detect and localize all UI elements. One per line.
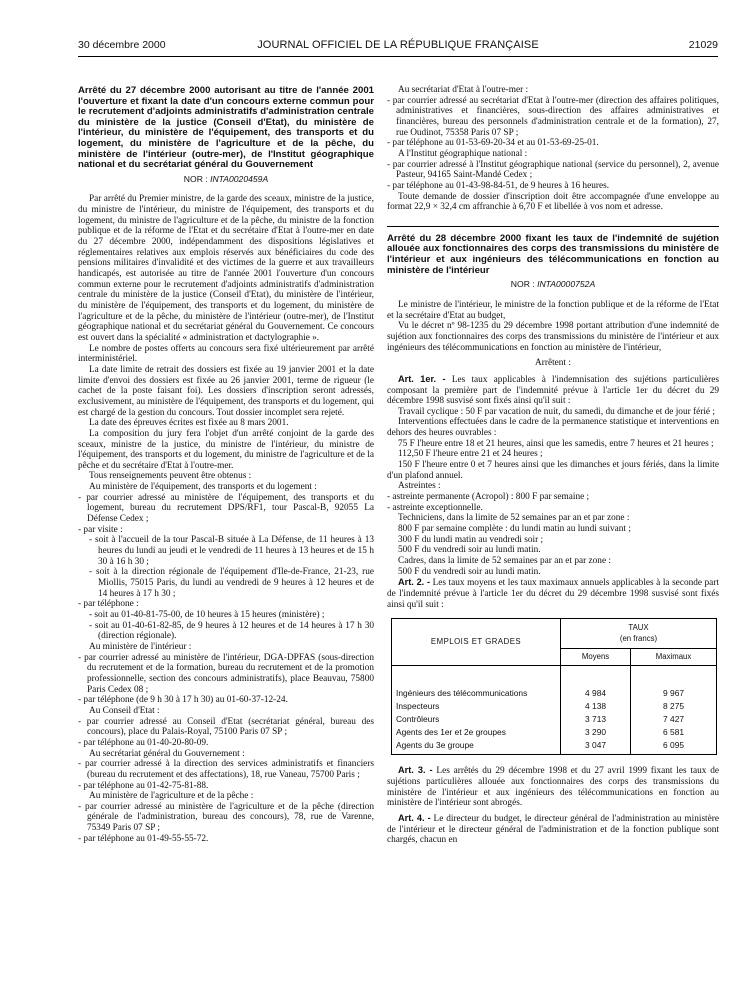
nor-reference bbox=[387, 279, 719, 290]
arretent: Arrêtent : bbox=[535, 358, 571, 369]
maximaux-cell: 7 427 bbox=[631, 713, 717, 726]
paragraph: Par arrêté du Premier ministre, de la garde des sceaux, ministre de la justice, du ministre de l'intérieur, du ministre de l'équipement, des transports et du logement, du ministre de l'agriculture et de la pêche, du ministre de la fonction publique et de la réforme de l'Etat et du secrétaire d'Etat à l'outre-mer en date du 27 décembre 2000, indépendamment des dispositions législatives et réglementaires relatives aux emplois réservés aux bénéficiaires du code des pensions militaires d'invalidité et des victimes de la guerre et aux travailleurs handicapés, est autorisée au titre de l'année 2001 l'ouverture d'un concours commun externe pour le recrutement d'adjoints administratifs d'administration centrale du ministère de la justice (Conseil d'Etat), du ministère de l'intérieur, du ministère de l'équipement, des transports et du logement, du ministère de l'agriculture et de la pêche, du ministère de l'intérieur (outre-mer), de l'Institut géographique national et du secrétariat général du Gouvernement. Ce concours est ouvert dans la spécialité « administration et dactylographie ». bbox=[78, 194, 374, 343]
contact-heading: Au ministère de l'agriculture et de la pêche : bbox=[89, 791, 254, 802]
contact-item: - par téléphone : bbox=[78, 599, 139, 610]
paragraph: 800 F par semaine complète : du lundi matin au lundi suivant ; bbox=[398, 524, 631, 535]
decree-title: Arrêté du 28 décembre 2000 fixant les taux de l'indemnité de sujétion allouée aux fonctionnaires des corps des transmissions du ministère de l'intérieur et aux ingénieurs des télécommunications en fonction au ministère de l'intérieur bbox=[387, 232, 719, 276]
paragraph: Vu le décret nº 98-1235 du 29 décembre 1998 portant attribution d'une indemnité de sujétion aux fonctionnaires des corps des transmissions du ministère de l'intérieur et aux ingénieurs des télécommunications en fonction au ministère de l'intérieur, bbox=[387, 321, 719, 353]
article-3 bbox=[387, 765, 719, 809]
col-header-taux bbox=[561, 619, 717, 649]
article-text: Les taux moyens et les taux maximaux annuels applicables à la seconde part de l'indemnité prévue à l'article 1er du décret du 29 décembre 1998 susvisé sont fixés ainsi qu'il suit : bbox=[387, 578, 719, 610]
paragraph: 300 F du lundi matin au vendredi soir ; bbox=[398, 534, 544, 545]
paragraph: Le ministre de l'intérieur, le ministre de la fonction publique et de la réforme de l'Etat et la secrétaire d'Etat au budget, bbox=[387, 299, 719, 321]
article-label: Art. 3. - bbox=[398, 765, 433, 776]
contact-item: - par courrier adressé au ministère de l'agriculture et de la pêche (direction générale de l'administration, bureau des concours), 78, rue de Varenne, 75349 Paris 07 SP ; bbox=[78, 801, 374, 834]
contact-item: - par courrier adressé à la direction des services administratifs et financiers (bureau du recrutement et des affectations), 18, rue Vaneau, 75700 Paris ; bbox=[78, 759, 374, 780]
maximaux-cell: 8 275 bbox=[631, 700, 717, 713]
table-row bbox=[392, 700, 717, 713]
contact-item: - par courrier adressé au ministère de l'intérieur, DGA-DPFAS (sous-direction du recrutement et de la formation, bureau du recrutement et de la promotion professionnelle, section des concours administratifs), place Beauvau, 75800 Paris Cedex 08 ; bbox=[78, 652, 374, 695]
header-page-number: 21029 bbox=[688, 39, 718, 51]
contact-heading: Au secrétariat d'Etat à l'outre-mer : bbox=[398, 85, 529, 95]
nor-code: INTA0000752A bbox=[537, 279, 596, 290]
article-text: Le directeur du budget, le directeur général de l'administration au ministère de l'intérieur et le directeur général de l'administration et de la fonction publique sont chargés, chacun en bbox=[387, 813, 719, 846]
contact-item: - astreinte exceptionnelle. bbox=[387, 502, 483, 513]
article-text: Les taux applicables à l'indemnisation des sujétions particulières composant la première part de l'indemnité prévue à l'article 1er du décret du 29 décembre 1998 susvisé sont fixés ainsi qu'il suit : bbox=[387, 374, 720, 407]
maximaux-cell: 9 967 bbox=[631, 666, 717, 701]
col-header-taux-sub: (en francs) bbox=[619, 633, 658, 643]
grade-cell: Agents du 3e groupe bbox=[392, 739, 561, 755]
article-label: Art. 1er. - bbox=[398, 373, 446, 384]
contact-item: - par téléphone au 01-49-55-55-72. bbox=[78, 833, 209, 844]
grade-cell: Ingénieurs des télécommunications bbox=[392, 666, 561, 701]
header-journal-title: JOURNAL OFFICIEL DE LA RÉPUBLIQUE FRANÇAISE bbox=[257, 39, 539, 51]
contact-heading: A l'Institut géographique national : bbox=[398, 148, 528, 159]
nor-label: NOR : bbox=[183, 173, 211, 184]
paragraph: 75 F l'heure entre 18 et 21 heures, ainsi que les samedis, entre 7 heures et 21 heures ; bbox=[398, 438, 714, 449]
contact-subitem: - soit au 01-40-81-75-00, de 10 heures à 15 heures (ministère) ; bbox=[89, 610, 325, 620]
contact-item: - par téléphone au 01-42-75-81-88. bbox=[78, 780, 209, 791]
moyens-cell: 4 984 bbox=[561, 666, 631, 701]
paragraph: La date limite de retrait des dossiers est fixée au 19 janvier 2001 et la date limite d'envoi des dossiers est fixée au 26 janvier 2001, terme de rigueur (le cachet de la poste faisant foi). Les dossiers d'inscription seront adressés, exclusivement, au ministère de l'équipement, des transports et du logement, qui est chargé de la gestion du concours. Tout dossier incomplet sera rejeté. bbox=[78, 364, 374, 418]
contact-item: - par courrier adressé au Conseil d'Etat (secrétariat général, bureau des concours), place du Palais-Royal, 75100 Paris 07 SP ; bbox=[78, 716, 374, 738]
article-text: Les arrêtés du 29 décembre 1998 et du 27 avril 1999 fixant les taux de sujétions particulières allouée aux fonctionnaires des corps des transmissions du ministère de l'intérieur et aux ingénieurs des télécommunications en fonction au ministère de l'intérieur sont abrogés. bbox=[387, 766, 719, 809]
contact-item: - par téléphone au 01-40-20-80-09. bbox=[78, 737, 209, 748]
header-rule bbox=[78, 56, 718, 57]
paragraph: La composition du jury fera l'objet d'un arrêté conjoint de la garde des sceaux, ministre de la justice, du ministre de l'intérieur, du ministre de l'équipement, des transports et du logement, du ministre de l'agriculture et de la pêche et du secrétaire d'Etat à l'outre-mer. bbox=[78, 428, 374, 471]
paragraph: Astreintes : bbox=[398, 481, 441, 492]
moyens-cell: 3 290 bbox=[561, 726, 631, 739]
table-row bbox=[392, 713, 717, 726]
article-1 bbox=[387, 374, 719, 407]
paragraph: 150 F l'heure entre 0 et 7 heures ainsi que les dimanches et jours fériés, dans la limite d'un plafond annuel. bbox=[387, 460, 719, 481]
col-header-maximaux: Maximaux bbox=[631, 649, 717, 666]
grade-cell: Agents des 1er et 2e groupes bbox=[392, 726, 561, 739]
page-header bbox=[78, 39, 718, 53]
contact-heading: Au secrétariat général du Gouvernement : bbox=[89, 748, 245, 759]
paragraph: La date des épreuves écrites est fixée au 8 mars 2001. bbox=[89, 418, 289, 429]
contact-heading: Au ministère de l'intérieur : bbox=[89, 641, 192, 652]
rates-table bbox=[391, 618, 717, 755]
nor-reference bbox=[78, 174, 374, 185]
header-date: 30 décembre 2000 bbox=[78, 39, 166, 51]
contact-item: - par téléphone au 01-43-98-84-51, de 9 heures à 16 heures. bbox=[387, 180, 610, 191]
contact-item: - par courrier adressé à l'Institut géographique national (service du personnel), 2, avenue Pasteur, 94165 Saint-Mandé Cedex ; bbox=[387, 159, 719, 181]
maximaux-cell: 6 095 bbox=[631, 739, 717, 755]
contact-subitem: - soit à la direction régionale de l'équipement d'Ile-de-France, 21-23, rue Miollis, 75015 Paris, du lundi au vendredi de 9 heures à 12 heures et de 14 heures à 17 h 30 ; bbox=[89, 567, 374, 599]
table-row bbox=[392, 666, 717, 701]
col-header-moyens: Moyens bbox=[561, 649, 631, 666]
paragraph: Interventions effectuées dans le cadre de la permanence statistique et interventions en dehors des heures ouvrables : bbox=[387, 417, 719, 439]
moyens-cell: 4 138 bbox=[561, 700, 631, 713]
moyens-cell: 3 047 bbox=[561, 739, 631, 755]
contact-subitem: - soit au 01-40-61-82-85, de 9 heures à 12 heures et de 14 heures à 17 h 30 (direction régionale). bbox=[89, 620, 374, 642]
paragraph: 112,50 F l'heure entre 21 et 24 heures ; bbox=[398, 449, 543, 460]
table-row bbox=[392, 726, 717, 739]
nor-code: INTA0020459A bbox=[210, 173, 269, 184]
col-header-emplois: EMPLOIS ET GRADES bbox=[392, 619, 561, 666]
grade-cell: Inspecteurs bbox=[392, 700, 561, 713]
article-label: Art. 4. - bbox=[398, 812, 431, 823]
nor-label: NOR : bbox=[510, 279, 538, 290]
moyens-cell: 3 713 bbox=[561, 713, 631, 726]
section-separator bbox=[387, 226, 719, 227]
contact-item: - par téléphone au 01-53-69-20-34 et au 01-53-69-25-01. bbox=[387, 138, 599, 149]
contact-item: - par téléphone (de 9 h 30 à 17 h 30) au 01-60-37-12-24. bbox=[78, 695, 288, 706]
contact-heading: Au ministère de l'équipement, des transports et du logement : bbox=[89, 482, 317, 493]
maximaux-cell: 6 581 bbox=[631, 726, 717, 739]
paragraph: Toute demande de dossier d'inscription doit être accompagnée d'une enveloppe au format 22,9 × 32,4 cm affranchie à 6,70 F et libellée à vos nom et adresse. bbox=[387, 191, 719, 213]
table-row bbox=[392, 739, 717, 755]
paragraph: 500 F du vendredi soir au lundi matin. bbox=[398, 545, 541, 556]
contact-item: - par courrier adressé au secrétariat d'Etat à l'outre-mer (direction des affaires politiques, administratives et financières, sous-direction des affaires administratives et financières, bureau des personnels d'administration centrale et de la formation), 27, rue Oudinot, 75358 Paris 07 SP ; bbox=[387, 95, 719, 138]
contact-item: - astreinte permanente (Acropol) : 800 F par semaine ; bbox=[387, 492, 590, 503]
article-label: Art. 2. - bbox=[398, 577, 431, 588]
article-2 bbox=[387, 577, 719, 610]
paragraph: Techniciens, dans la limite de 52 semaines par an et par zone : bbox=[398, 513, 630, 524]
left-column bbox=[78, 86, 374, 844]
contact-heading: Au Conseil d'Etat : bbox=[89, 705, 160, 716]
contact-item: - par courrier adressé au ministère de l'équipement, des transports et du logement, bureau du recrutement DPS/RF1, tour Pascal-B, 92055 La Défense Cedex ; bbox=[78, 492, 374, 525]
paragraph: Cadres, dans la limite de 52 semaines par an et par zone : bbox=[398, 556, 611, 566]
paragraph: Le nombre de postes offerts au concours sera fixé ultérieurement par arrêté interministériel. bbox=[78, 343, 374, 365]
paragraph: 500 F du vendredi soir au lundi matin. bbox=[398, 566, 541, 577]
col-header-taux-label: TAUX bbox=[628, 623, 649, 633]
decree-title: Arrêté du 27 décembre 2000 autorisant au titre de l'année 2001 l'ouverture et fixant la date d'un concours externe commun pour le recrutement d'adjoints administratifs d'administration centrale du ministère de la justice (Conseil d'Etat), du ministère de l'intérieur, du ministère de l'équipement, des transports et du logement, du ministère de l'agriculture et de la pêche, du ministère de l'intérieur (outre-mer), de l'Institut géographique national et du secrétariat général du Gouvernement bbox=[78, 85, 374, 171]
grade-cell: Contrôleurs bbox=[392, 713, 561, 726]
article-4 bbox=[387, 813, 719, 846]
contact-item: - par visite : bbox=[78, 524, 123, 535]
contact-subitem: - soit à l'accueil de la tour Pascal-B située à La Défense, de 11 heures à 13 heures du lundi au jeudi et le vendredi de 11 heures à 13 heures et de 15 h 30 à 16 h 30 ; bbox=[89, 535, 374, 567]
right-column bbox=[387, 85, 719, 846]
paragraph: Travail cyclique : 50 F par vacation de nuit, du samedi, du dimanche et de jour férié ; bbox=[398, 406, 715, 417]
paragraph: Tous renseignements peuvent être obtenus : bbox=[89, 471, 252, 482]
